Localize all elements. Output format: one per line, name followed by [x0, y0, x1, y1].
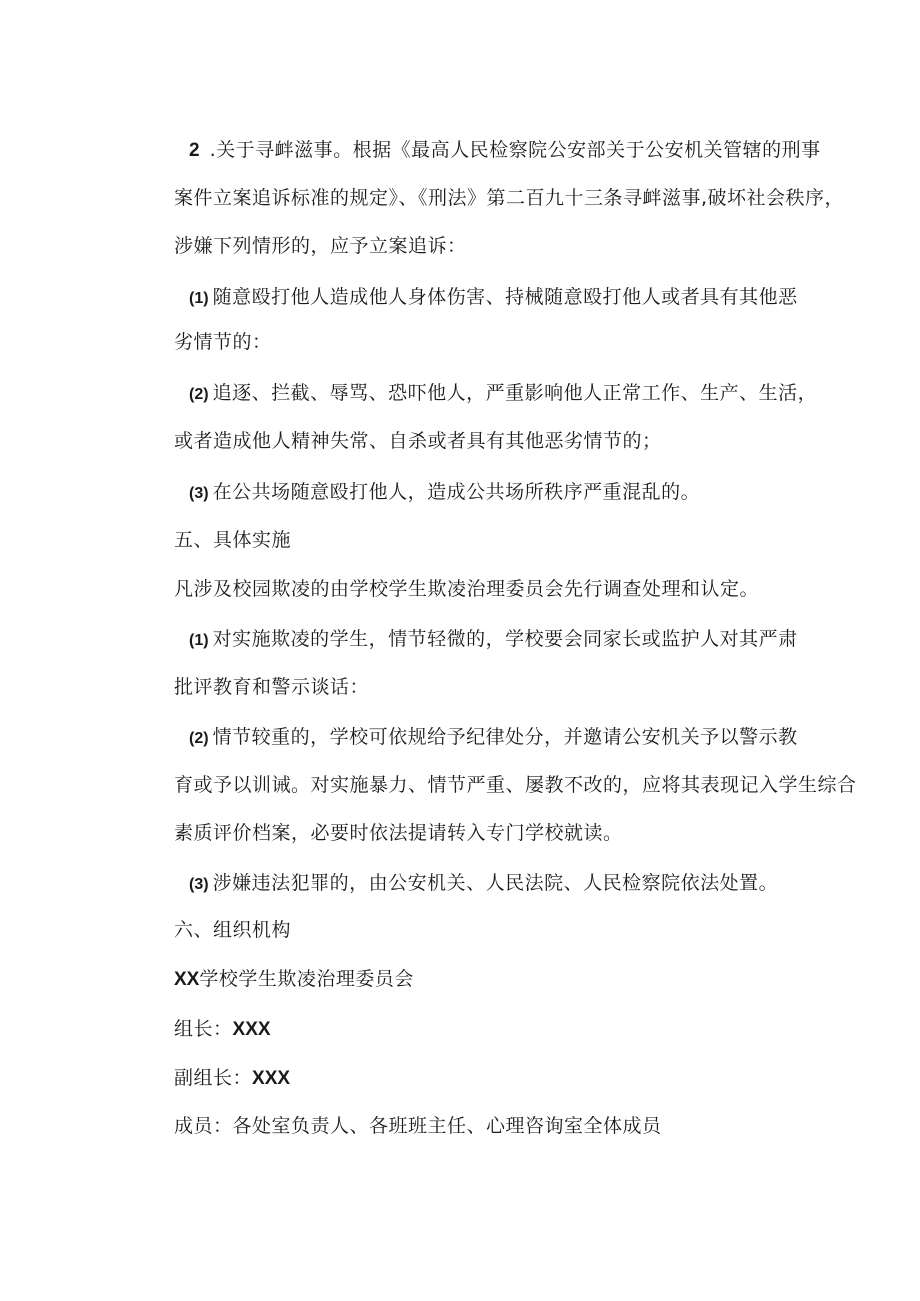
s5-item1-text-1: 对实施欺凌的学生，情节轻微的，学校要会同家长或监护人对其严肃	[212, 628, 798, 650]
s5-item2-number: (2)	[189, 730, 209, 747]
s5-item3-text-1: 涉嫌违法犯罪的，由公安机关、人民法院、人民检察院依法处置。	[212, 872, 779, 894]
case2-line-1	[189, 381, 817, 407]
case3-number: (3)	[189, 485, 209, 502]
section6-heading: 六、组织机构	[174, 919, 292, 941]
case1-line-2: 劣情节的：	[174, 331, 272, 353]
case2-line-2: 或者造成他人精神失常、自杀或者具有其他恶劣情节的；	[174, 430, 662, 452]
s5-item1-line-2: 批评教育和警示谈话：	[174, 676, 370, 698]
s5-item1-number: (1)	[189, 632, 209, 649]
case1-line-1	[189, 285, 798, 311]
case3-text-1: 在公共场随意殴打他人，造成公共场所秩序严重混乱的。	[212, 481, 701, 503]
case1-text-1: 随意殴打他人造成他人身体伤害、持械随意殴打他人或者具有其他恶	[212, 286, 798, 308]
leader-line	[174, 1017, 271, 1042]
case3-line-1	[189, 480, 700, 506]
s5-item2-line-3: 素质评价档案，必要时依法提请转入专门学校就读。	[174, 822, 623, 844]
committee-text: 学校学生欺凌治理委员会	[199, 968, 414, 990]
item2-number: 2	[189, 140, 200, 161]
deputy-line	[174, 1066, 290, 1091]
case2-number: (2)	[189, 386, 209, 403]
s5-item2-text-1: 情节较重的，学校可依规给予纪律处分，并邀请公安机关予以警示教	[212, 726, 798, 748]
s5-item3-number: (3)	[189, 876, 209, 893]
s5-item2-line-1	[189, 725, 798, 751]
item2-text-1: .关于寻衅滋事。根据《最高人民检察院公安部关于公安机关管辖的刑事	[209, 139, 821, 161]
item2-line-2: 案件立案追诉标准的规定》、《刑法》第二百九十三条寻衅滋事,破坏社会秩序，	[174, 187, 845, 209]
item2-line-1	[189, 138, 821, 163]
deputy-label: 副组长：	[174, 1067, 253, 1089]
leader-label: 组长：	[174, 1018, 233, 1040]
leader-value: XXX	[232, 1019, 271, 1040]
section5-heading: 五、具体实施	[174, 529, 292, 551]
deputy-value: XXX	[252, 1068, 291, 1089]
s5-item2-line-2: 育或予以训诫。对实施暴力、情节严重、屡教不改的，应将其表现记入学生综合	[174, 774, 857, 796]
committee-name	[174, 967, 414, 992]
section5-intro: 凡涉及校园欺凌的由学校学生欺凌治理委员会先行调查处理和认定。	[174, 578, 760, 600]
case2-text-1: 追逐、拦截、辱骂、恐吓他人，严重影响他人正常工作、生产、生活，	[212, 382, 818, 404]
item2-line-3: 涉嫌下列情形的，应予立案追诉：	[174, 235, 467, 257]
members-line: 成员：各处室负责人、各班班主任、心理咨询室全体成员	[174, 1115, 662, 1137]
case1-number: (1)	[189, 290, 209, 307]
committee-prefix: XX	[174, 969, 200, 990]
s5-item1-line-1	[189, 627, 798, 653]
s5-item3-line-1	[189, 871, 778, 897]
